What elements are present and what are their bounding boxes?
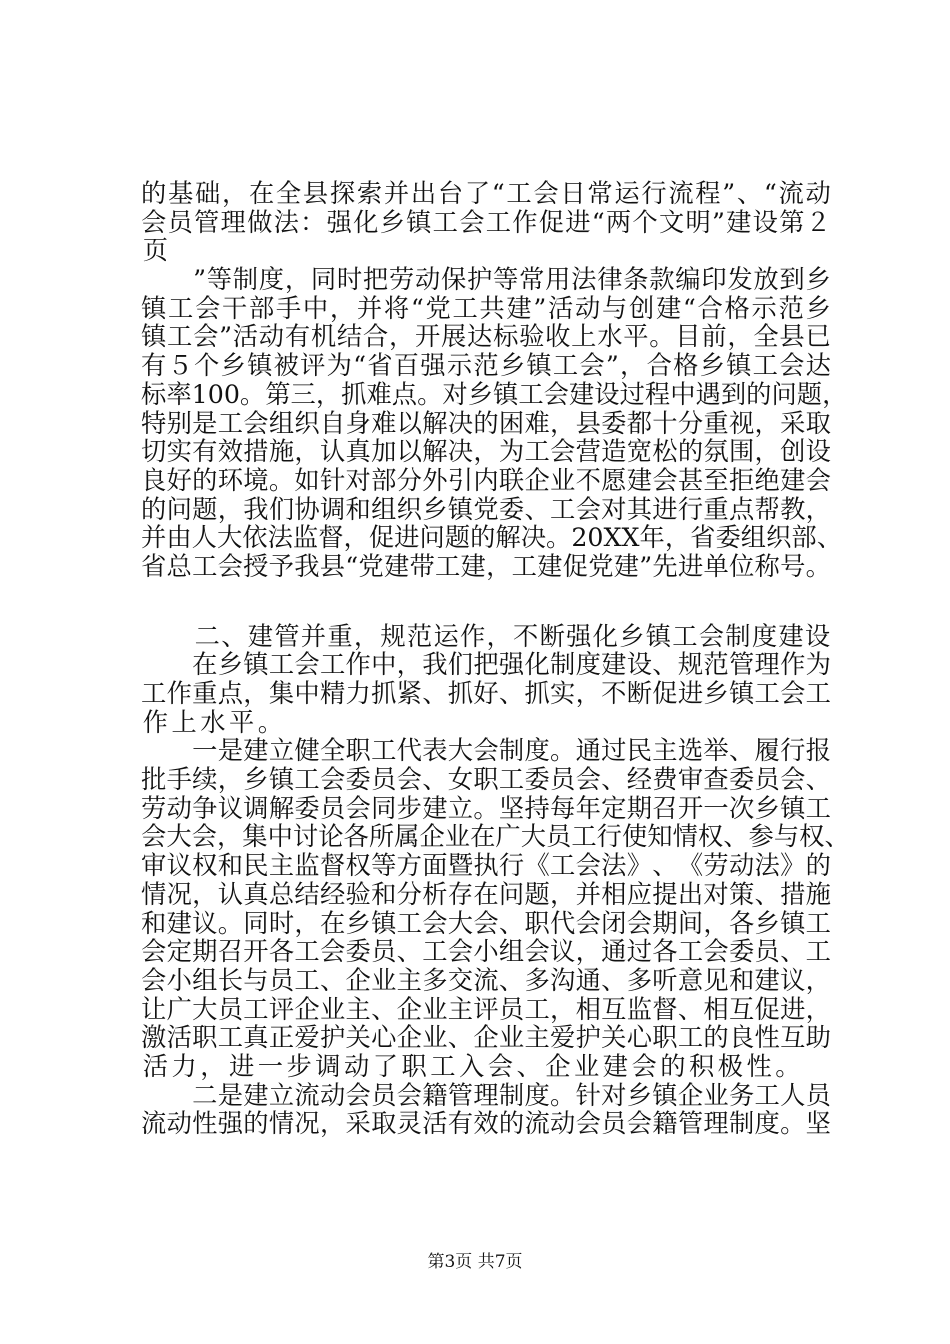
page-footer: 第3页 共7页 (427, 1252, 523, 1272)
document-body (141, 179, 850, 1139)
text-line: 会 定 期 召 开 各 工 会 委 员 、 工 会 小 组 会 议 ， 通 过 各 工 会 委 员 、 工 (141, 937, 831, 967)
text-line: 流 动 性 强 的 情 况 ， 采 取 灵 活 有 效 的 流 动 会 员 会 籍 管 理 制 度 。 坚 (141, 1109, 831, 1139)
text-line: 省 总 工 会 授 予 我 县 “ 党 建 带 工 建 ， 工 建 促 党 建 ” 先 进 单 位 称 号 。 (141, 551, 831, 581)
text-line: 活 力 ， 进 一 步 调 动 了 职 工 入 会 、 企 业 建 会 的 积 极 性 。 (142, 1051, 801, 1081)
text-line: 页 (142, 236, 169, 266)
text-line: 审 议 权 和 民 主 监 督 权 等 方 面 暨 执 行 《 工 会 法 》 、 《 劳 动 法 》 的 (141, 851, 831, 881)
text-line: 镇 工 会 ” 活 动 有 机 结 合 ， 开 展 达 标 验 收 上 水 平 。 目 前 ， 全 县 已 (141, 322, 831, 352)
text-line: 切 实 有 效 措 施 ， 认 真 加 以 解 决 ， 为 工 会 营 造 宽 松 的 氛 围 ， 创 设 (141, 437, 831, 467)
text-line: 镇 工 会 干 部 手 中 ， 并 将 “ 党 工 共 建 ” 活 动 与 创 建 “ 合 格 示 范 乡 (141, 293, 831, 323)
text-line: 和 建 议 。 同 时 ， 在 乡 镇 工 会 大 会 、 职 代 会 闭 会 期 间 ， 各 乡 镇 工 (141, 908, 831, 938)
text-line: ” 等 制 度 ， 同 时 把 劳 动 保 护 等 常 用 法 律 条 款 编 印 发 放 到 乡 (193, 265, 831, 295)
text-line: 作 上 水 平 。 (142, 707, 284, 737)
text-line: 的 问 题 ， 我 们 协 调 和 组 织 乡 镇 党 委 、 工 会 对 其 进 行 重 点 帮 教 ， (141, 494, 831, 524)
text-line: 良 好 的 环 境 。 如 针 对 部 分 外 引 内 联 企 业 不 愿 建 会 甚 至 拒 绝 建 会 (141, 465, 831, 495)
text-line: 工 作 重 点 ， 集 中 精 力 抓 紧 、 抓 好 、 抓 实 ， 不 断 促 进 乡 镇 工 会 工 (141, 679, 831, 708)
text-line: 激 活 职 工 真 正 爱 护 关 心 企 业 、 企 业 主 爱 护 关 心 职 工 的 良 性 互 助 (141, 1023, 831, 1053)
text-line: 在 乡 镇 工 会 工 作 中 ， 我 们 把 强 化 制 度 建 设 、 规 范 管 理 作 为 (192, 650, 831, 680)
text-line: 并 由 人 大 依 法 监 督 ， 促 进 问 题 的 解 决 。 20XX 年 ， 省 委 组 织 部 、 (141, 523, 843, 553)
text-line: 会 大 会 ， 集 中 讨 论 各 所 属 企 业 在 广 大 员 工 行 使 知 情 权 、 参 与 权 、 (141, 822, 850, 852)
text-line: 会 员 管 理 做 法 ： 强 化 乡 镇 工 会 工 作 促 进 “ 两 个 文 明 ” 建 设 第 ２ (141, 207, 831, 237)
text-line: 让 广 大 员 工 评 企 业 主 、 企 业 主 评 员 工 ， 相 互 监 督 、 相 互 促 进 ， (141, 994, 831, 1024)
paragraph-gap (141, 582, 831, 623)
text-line: 二 是 建 立 流 动 会 员 会 籍 管 理 制 度 。 针 对 乡 镇 企 业 务 工 人 员 (192, 1080, 831, 1110)
text-line: 的 基 础 ， 在 全 县 探 索 并 出 台 了 “ 工 会 日 常 运 行 流 程 ” 、 “ 流 动 (141, 179, 831, 208)
text-line: 会 小 组 长 与 员 工 、 企 业 主 多 交 流 、 多 沟 通 、 多 听 意 见 和 建 议 ， (141, 965, 831, 995)
text-line: 特 别 是 工 会 组 织 自 身 难 以 解 决 的 困 难 ， 县 委 都 十 分 重 视 ， 采 取 (141, 408, 831, 438)
text-line: 二 、 建 管 并 重 ， 规 范 运 作 ， 不 断 强 化 乡 镇 工 会 制 度 建 设 (194, 621, 831, 651)
text-line: 标 率 100 。 第 三 ， 抓 难 点 。 对 乡 镇 工 会 建 设 过 程 中 遇 到 的 问 题 ， (141, 379, 848, 409)
text-line: 批 手 续 ， 乡 镇 工 会 委 员 会 、 女 职 工 委 员 会 、 经 费 审 查 委 员 会 、 (141, 765, 831, 795)
text-line: 劳 动 争 议 调 解 委 员 会 同 步 建 立 。 坚 持 每 年 定 期 召 开 一 次 乡 镇 工 (141, 793, 831, 823)
text-line: 情 况 ， 认 真 总 结 经 验 和 分 析 存 在 问 题 ， 并 相 应 提 出 对 策 、 措 施 (141, 879, 831, 909)
text-line: 有 ５ 个 乡 镇 被 评 为 “ 省 百 强 示 范 乡 镇 工 会 ” ， 合 格 乡 镇 工 会 达 (141, 351, 831, 381)
text-line: 一 是 建 立 健 全 职 工 代 表 大 会 制 度 。 通 过 民 主 选 举 、 履 行 报 (192, 736, 831, 766)
